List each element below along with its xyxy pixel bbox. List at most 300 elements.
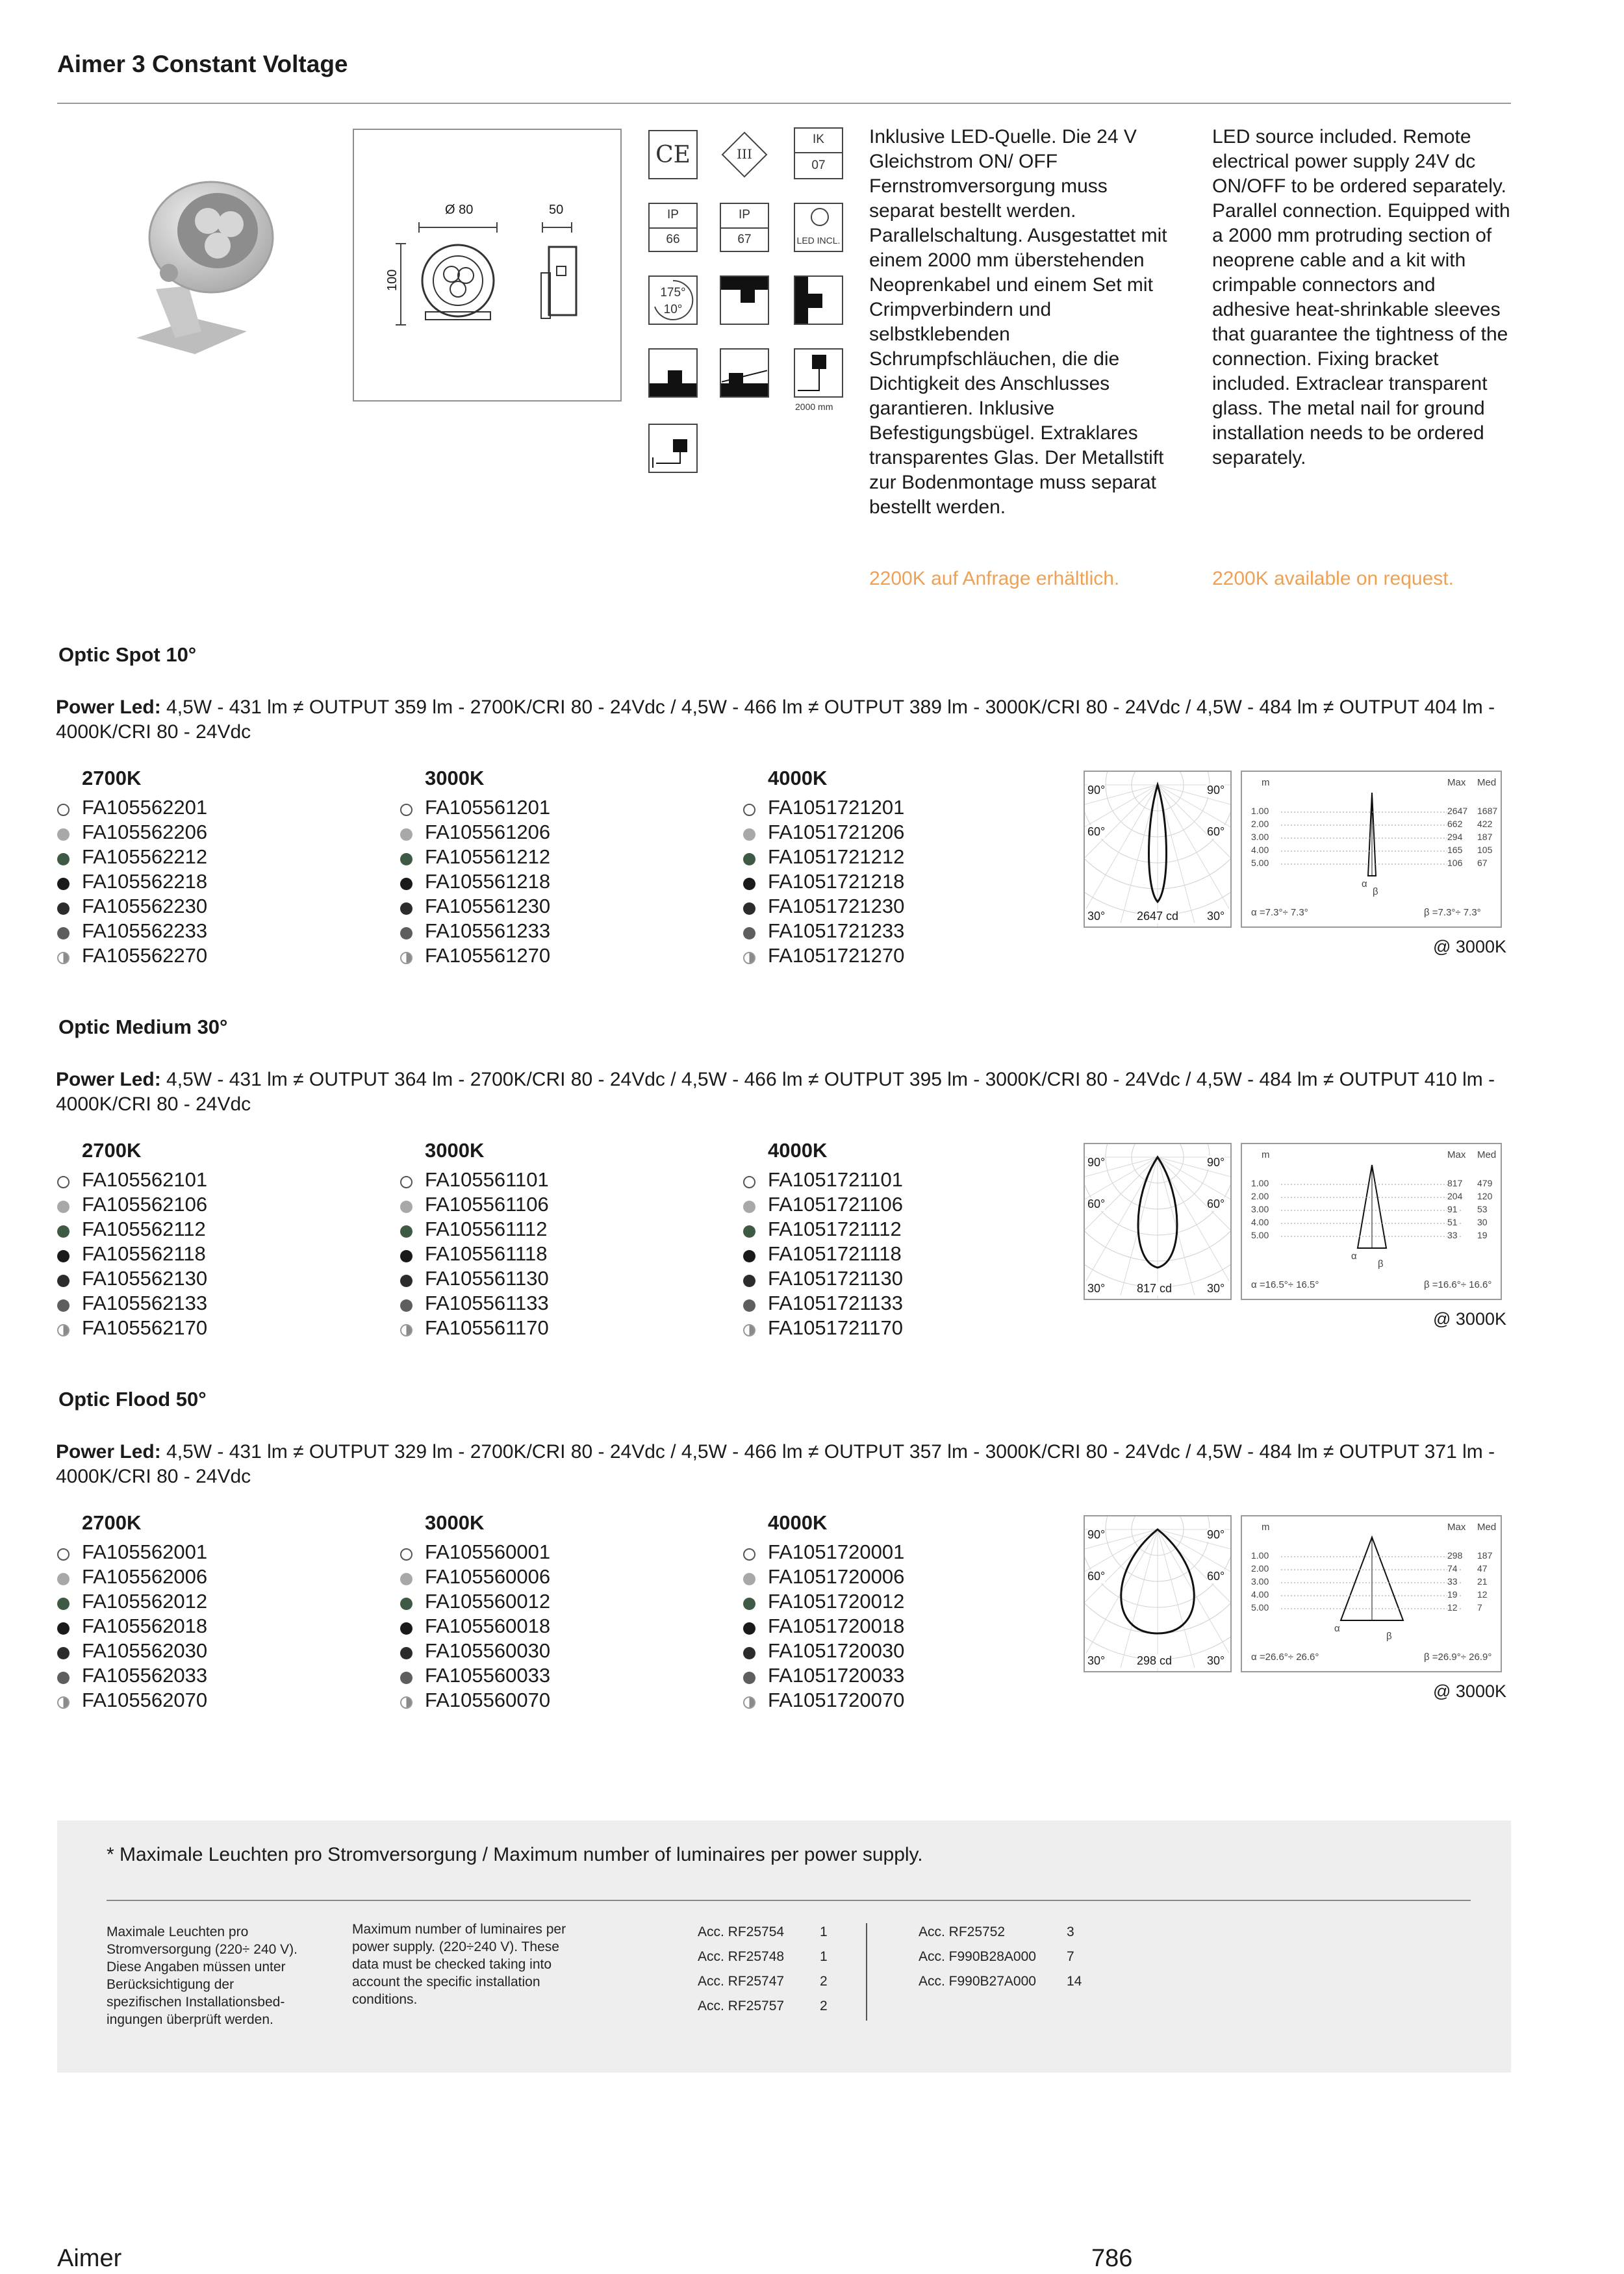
product-code [57, 845, 207, 869]
product-code [57, 1663, 207, 1688]
product-code [400, 1688, 550, 1713]
cone-value-med: 12 [1477, 1589, 1488, 1600]
polar-label-cd: 817 cd [1137, 1282, 1173, 1295]
finish-color-swatch [743, 804, 755, 816]
finish-color-swatch [400, 1225, 412, 1238]
power-led-label: Power Led: [56, 1441, 161, 1463]
accessory-max-count: 3 [1067, 1924, 1074, 1939]
polar-label-a90l: 90° [1087, 1156, 1106, 1169]
product-code-text: FA105562133 [82, 1292, 208, 1314]
finish-color-swatch [400, 1573, 412, 1585]
section-title: Optic Flood 50° [58, 1388, 207, 1411]
product-code [57, 1316, 207, 1340]
product-code [57, 1266, 207, 1291]
product-code [743, 894, 904, 919]
product-code [57, 1639, 207, 1663]
cone-value-max: 298 [1447, 1550, 1463, 1561]
finish-color-swatch [400, 1201, 412, 1213]
product-code-text: FA1051721101 [768, 1168, 904, 1191]
polar-label-a60l: 60° [1087, 1197, 1106, 1210]
cone-label-alpha_range: α =26.6°÷ 26.6° [1251, 1652, 1319, 1663]
product-code [400, 1217, 549, 1242]
cone-value-d: 2.00 [1251, 1191, 1269, 1201]
product-code-text: FA105562070 [82, 1689, 208, 1711]
cct-column-head: 3000K [425, 1139, 485, 1162]
product-code-text: FA105561101 [425, 1168, 549, 1191]
finish-color-swatch [57, 1201, 70, 1213]
finish-color-swatch [400, 804, 412, 816]
product-code [57, 943, 207, 968]
finish-color-swatch [57, 1225, 70, 1238]
polar-label-a30r: 30° [1207, 910, 1225, 923]
cone-label-max: Max [1447, 1522, 1466, 1533]
product-code-text: FA1051721206 [768, 821, 905, 843]
polar-diagram [1084, 771, 1232, 928]
product-code-text: FA105562270 [82, 944, 208, 967]
section-title: Optic Spot 10° [58, 643, 197, 666]
cone-value-d: 4.00 [1251, 845, 1269, 855]
footer-brand: Aimer [57, 2245, 122, 2272]
finish-color-swatch [400, 1324, 412, 1336]
product-code [400, 1291, 549, 1316]
accessory-code: Acc. RF25757 [698, 1999, 785, 2013]
accessory-max-count: 2 [820, 1999, 828, 2013]
finish-color-swatch [400, 902, 412, 915]
installation-wall-icon [794, 275, 843, 325]
finish-color-swatch [743, 853, 755, 865]
product-code-text: FA105562101 [82, 1168, 208, 1191]
cone-value-max: 2647 [1447, 806, 1468, 816]
polar-label-a30l: 30° [1087, 910, 1106, 923]
ce-icon: CE [648, 130, 698, 179]
finish-color-swatch [743, 1598, 755, 1610]
finish-color-swatch [400, 853, 412, 865]
description-de: Inklusive LED-Quelle. Die 24 V Gleichstrom ON/ OFF Fernstromversorgung muss separat bestellt werden. Parallelschaltung. Ausgestattet mit einem 2000 mm überstehenden Neoprenkabel und einem Set mit Crimpverbindern und selbstklebenden Schrumpfschläuchen, die die Dichtigkeit des Anschlusses garantieren. Inklusive Befestigungsbügel. Extraklares transparentes Glas. Der Metallstift zur Bodenmontage muss separat bestellt werden. [869, 126, 1167, 518]
cone-value-d: 1.00 [1251, 1178, 1269, 1188]
product-code [57, 1565, 207, 1589]
polar-label-a60r: 60° [1207, 825, 1225, 838]
product-code-text: FA105562118 [82, 1242, 206, 1265]
cone-value-max: 74 [1447, 1563, 1458, 1574]
power-led-spec [56, 695, 1511, 745]
availability-en: 2200K available on request. [1212, 568, 1454, 589]
finish-color-swatch [743, 1250, 755, 1262]
finish-color-swatch [400, 1548, 412, 1561]
product-code [743, 1663, 904, 1688]
cone-label-beta: β [1386, 1631, 1392, 1642]
product-code-text: FA105561106 [425, 1193, 549, 1216]
installation-spike-icon [648, 424, 698, 473]
polar-label-a30r: 30° [1207, 1654, 1225, 1667]
finish-color-swatch [400, 1696, 412, 1709]
finish-color-swatch [743, 952, 755, 964]
led-included-icon: LED INCL. [794, 203, 843, 252]
finish-color-swatch [57, 1324, 70, 1336]
product-code [400, 1168, 549, 1192]
installation-ground-icon [720, 348, 769, 398]
power-led-text: 4,5W - 431 lm ≠ OUTPUT 364 lm - 2700K/CRI 80 - 24Vdc / 4,5W - 466 lm ≠ OUTPUT 395 lm - 3000K/CRI 80 - 24Vdc / 4,5W - 484 lm ≠ OUTPUT 410 lm - 4000K/CRI 80 - 24Vdc [56, 1069, 1495, 1115]
product-code-text: FA105562106 [82, 1193, 208, 1216]
finish-color-swatch [400, 828, 412, 841]
finish-color-swatch [57, 1250, 70, 1262]
ik-rating-icon: IK 07 [794, 127, 843, 179]
accessory-max-count: 14 [1067, 1974, 1082, 1989]
finish-color-swatch [400, 1598, 412, 1610]
product-code-text: FA105561170 [425, 1316, 549, 1339]
accessory-max-count: 2 [820, 1974, 828, 1989]
cone-value-d: 4.00 [1251, 1589, 1269, 1600]
product-code-text: FA105562230 [82, 895, 208, 917]
section-title: Optic Medium 30° [58, 1016, 228, 1038]
power-supply-rule [107, 1900, 1471, 1901]
finish-color-swatch [57, 1647, 70, 1659]
product-code-text: FA105560030 [425, 1639, 551, 1662]
polar-label-cd: 2647 cd [1137, 910, 1179, 923]
cone-value-max: 817 [1447, 1178, 1463, 1188]
product-code [400, 869, 550, 894]
finish-color-swatch [57, 1672, 70, 1684]
product-code-text: FA1051720006 [768, 1565, 905, 1588]
finish-color-swatch [57, 1548, 70, 1561]
product-code-text: FA105561118 [425, 1242, 548, 1265]
cone-value-med: 187 [1477, 1550, 1493, 1561]
finish-color-swatch [400, 1647, 412, 1659]
product-code [743, 1589, 904, 1614]
class-iii-icon: III [720, 130, 769, 179]
product-code-text: FA1051720018 [768, 1615, 905, 1637]
product-code-text: FA1051721212 [768, 845, 905, 868]
polar-label-a90l: 90° [1087, 1528, 1106, 1541]
product-code-text: FA105562233 [82, 919, 208, 942]
product-code-text: FA105562030 [82, 1639, 208, 1662]
finish-color-swatch [400, 1299, 412, 1312]
finish-color-swatch [57, 927, 70, 939]
product-code-text: FA105562170 [82, 1316, 208, 1339]
product-code [743, 1217, 903, 1242]
finish-color-swatch [57, 804, 70, 816]
polar-label-a90r: 90° [1207, 1156, 1225, 1169]
product-code-text: FA1051721106 [768, 1193, 904, 1216]
cone-label-m: m [1262, 1522, 1270, 1533]
product-code-text: FA105562033 [82, 1664, 208, 1687]
cone-value-max: 106 [1447, 858, 1463, 868]
product-code-text: FA105562218 [82, 870, 208, 893]
product-code-text: FA105561206 [425, 821, 551, 843]
cone-value-d: 3.00 [1251, 1576, 1269, 1587]
cone-value-max: 33 [1447, 1576, 1458, 1587]
accessory-max-count: 1 [820, 1924, 828, 1939]
product-code [57, 1614, 207, 1639]
cone-label-beta_range: β =16.6°÷ 16.6° [1424, 1279, 1492, 1290]
finish-color-swatch [743, 878, 755, 890]
cone-value-max: 51 [1447, 1217, 1458, 1227]
product-code [743, 1192, 903, 1217]
product-code [57, 795, 207, 820]
availability-de: 2200K auf Anfrage erhältlich. [869, 568, 1120, 589]
product-code-text: FA105561112 [425, 1218, 548, 1240]
finish-color-swatch [400, 1275, 412, 1287]
cone-value-med: 187 [1477, 832, 1493, 842]
cone-value-max: 19 [1447, 1589, 1458, 1600]
accessory-code: Acc. F990B28A000 [919, 1949, 1036, 1964]
accessory-code: Acc. F990B27A000 [919, 1974, 1036, 1989]
product-code [400, 894, 550, 919]
cone-value-med: 7 [1477, 1602, 1482, 1613]
finish-color-swatch [400, 878, 412, 890]
finish-color-swatch [57, 878, 70, 890]
finish-color-swatch [743, 1275, 755, 1287]
product-code-text: FA105560006 [425, 1565, 551, 1588]
cone-label-alpha_range: α =16.5°÷ 16.5° [1251, 1279, 1319, 1290]
product-code [57, 1540, 207, 1565]
cone-label-m: m [1262, 777, 1270, 788]
product-code [743, 845, 904, 869]
product-code-text: FA105561218 [425, 870, 551, 893]
finish-color-swatch [743, 1201, 755, 1213]
cone-value-d: 5.00 [1251, 1602, 1269, 1613]
finish-color-swatch [57, 1275, 70, 1287]
product-code [743, 1168, 903, 1192]
cable-length-label: 2000 mm [795, 402, 833, 412]
product-code-text: FA1051720001 [768, 1540, 905, 1563]
power-supply-note-de: Maximale Leuchten pro Stromversorgung (220÷ 240 V). Diese Angaben müssen unter Berücksichtigung der spezifischen Installationsbed-ingungen überprüft werden. [107, 1924, 298, 2027]
product-code-text: FA105562112 [82, 1218, 206, 1240]
product-code-text: FA105562012 [82, 1590, 208, 1613]
finish-color-swatch [743, 1696, 755, 1709]
product-code-text: FA1051720070 [768, 1689, 905, 1711]
cone-label-med: Med [1477, 1149, 1497, 1160]
product-code-text: FA1051721230 [768, 895, 905, 917]
cone-value-med: 21 [1477, 1576, 1488, 1587]
cone-value-med: 19 [1477, 1230, 1488, 1240]
cone-value-d: 5.00 [1251, 858, 1269, 868]
page-title: Aimer 3 Constant Voltage [57, 51, 348, 77]
polar-label-a60l: 60° [1087, 1570, 1106, 1583]
product-code-text: FA105560033 [425, 1664, 551, 1687]
cone-value-med: 479 [1477, 1178, 1493, 1188]
polar-label-a90r: 90° [1207, 1528, 1225, 1541]
cone-value-d: 2.00 [1251, 819, 1269, 829]
depth-label: 50 [549, 203, 564, 217]
cone-value-med: 30 [1477, 1217, 1488, 1227]
finish-color-swatch [57, 1696, 70, 1709]
product-code-text: FA105561230 [425, 895, 551, 917]
product-code [400, 845, 550, 869]
product-code [743, 1316, 903, 1340]
cone-label-alpha_range: α =7.3°÷ 7.3° [1251, 907, 1308, 918]
installation-ceiling-icon [720, 275, 769, 325]
product-code [743, 820, 904, 845]
accessory-code: Acc. RF25748 [698, 1949, 785, 1964]
finish-color-swatch [743, 927, 755, 939]
height-label: 100 [385, 269, 400, 291]
cone-label-beta: β [1378, 1258, 1384, 1270]
product-code [400, 1663, 550, 1688]
accessory-divider [866, 1923, 867, 2021]
product-code [400, 820, 550, 845]
product-code-text: FA105560012 [425, 1590, 551, 1613]
finish-color-swatch [743, 902, 755, 915]
cone-value-d: 5.00 [1251, 1230, 1269, 1240]
cone-value-med: 120 [1477, 1191, 1493, 1201]
finish-color-swatch [57, 902, 70, 915]
accessory-max-count: 1 [820, 1949, 828, 1964]
accessory-max-count: 7 [1067, 1949, 1074, 1964]
cone-value-med: 105 [1477, 845, 1493, 855]
cct-column-head: 4000K [768, 1511, 828, 1534]
finish-color-swatch [743, 1548, 755, 1561]
cone-value-max: 294 [1447, 832, 1463, 842]
dimension-drawing [353, 129, 622, 402]
product-code [57, 1242, 207, 1266]
product-code [57, 869, 207, 894]
product-code-text: FA105560070 [425, 1689, 551, 1711]
finish-color-swatch [400, 1176, 412, 1188]
cone-value-max: 91 [1447, 1204, 1458, 1214]
cone-diagram [1241, 1143, 1502, 1300]
code-list [743, 795, 904, 968]
finish-color-swatch [400, 952, 412, 964]
tilt-angle-icon: 175° 10° [648, 275, 698, 325]
polar-diagram [1084, 1515, 1232, 1672]
product-code-text: FA105561130 [425, 1267, 549, 1290]
cone-label-med: Med [1477, 1522, 1497, 1533]
product-code-text: FA105562206 [82, 821, 208, 843]
code-list [57, 1540, 207, 1713]
reference-cct-label: @ 3000K [1433, 1681, 1506, 1701]
cone-value-d: 2.00 [1251, 1563, 1269, 1574]
finish-color-swatch [57, 1176, 70, 1188]
product-code [57, 1192, 207, 1217]
cone-label-alpha: α [1362, 878, 1367, 889]
cone-label-med: Med [1477, 777, 1497, 788]
cable-length-icon [794, 348, 843, 398]
cone-label-alpha: α [1334, 1623, 1340, 1634]
cone-value-d: 4.00 [1251, 1217, 1269, 1227]
finish-color-swatch [743, 828, 755, 841]
product-code-text: FA105561270 [425, 944, 551, 967]
product-code-text: FA1051720012 [768, 1590, 905, 1613]
power-led-label: Power Led: [56, 696, 161, 718]
product-code [400, 919, 550, 943]
product-code [743, 1614, 904, 1639]
cct-column-head: 2700K [82, 767, 142, 789]
product-code-text: FA1051721133 [768, 1292, 904, 1314]
cct-column-head: 3000K [425, 1511, 485, 1534]
finish-color-swatch [57, 828, 70, 841]
product-code-text: FA1051721201 [768, 796, 905, 819]
code-list [57, 1168, 207, 1340]
cone-diagram [1241, 1515, 1502, 1672]
accessory-code: Acc. RF25752 [919, 1924, 1006, 1939]
finish-color-swatch [400, 1622, 412, 1635]
product-code [743, 795, 904, 820]
polar-label-a90l: 90° [1087, 784, 1106, 797]
accessory-code: Acc. RF25754 [698, 1924, 785, 1939]
product-code [743, 1242, 903, 1266]
description-en: LED source included. Remote electrical power supply 24V dc ON/OFF to be ordered separately. Parallel connection. Equipped with a 2000 mm protruding section of neoprene cable and a kit with crimpable connectors and adhesive heat-shrinkable sleeves that guarantee the tightness of the connection. Fixing bracket included. Extraclear transparent glass. The metal nail for ground installation needs to be ordered separately. [1212, 126, 1510, 468]
ip66-icon: IP 66 [648, 203, 698, 252]
product-code-text: FA105562212 [82, 845, 208, 868]
product-code-text: FA105561233 [425, 919, 551, 942]
product-code-text: FA105562006 [82, 1565, 208, 1588]
cone-diagram [1241, 771, 1502, 928]
finish-color-swatch [400, 1672, 412, 1684]
product-photo [97, 175, 312, 364]
product-code [57, 894, 207, 919]
polar-label-a60l: 60° [1087, 825, 1106, 838]
diameter-label: Ø 80 [445, 203, 474, 217]
product-code-text: FA1051721112 [768, 1218, 902, 1240]
polar-label-a60r: 60° [1207, 1197, 1225, 1210]
product-code [400, 1192, 549, 1217]
polar-label-a60r: 60° [1207, 1570, 1225, 1583]
code-list [400, 795, 550, 968]
cone-label-beta_range: β =26.9°÷ 26.9° [1424, 1652, 1492, 1663]
accessory-code: Acc. RF25747 [698, 1974, 785, 1989]
product-code-text: FA105562018 [82, 1615, 208, 1637]
cone-value-d: 1.00 [1251, 1550, 1269, 1561]
cone-label-max: Max [1447, 1149, 1466, 1160]
power-led-label: Power Led: [56, 1069, 161, 1090]
finish-color-swatch [743, 1672, 755, 1684]
product-code [743, 1688, 904, 1713]
cct-column-head: 4000K [768, 1139, 828, 1162]
polar-label-a90r: 90° [1207, 784, 1225, 797]
product-code [400, 1565, 550, 1589]
reference-cct-label: @ 3000K [1433, 937, 1506, 956]
product-code [743, 1639, 904, 1663]
finish-color-swatch [57, 853, 70, 865]
finish-color-swatch [743, 1225, 755, 1238]
polar-label-cd: 298 cd [1137, 1654, 1173, 1667]
product-code [57, 919, 207, 943]
product-code [400, 1266, 549, 1291]
product-code [57, 1688, 207, 1713]
cone-value-med: 422 [1477, 819, 1493, 829]
product-code [57, 1291, 207, 1316]
finish-color-swatch [57, 1622, 70, 1635]
product-code-text: FA1051721118 [768, 1242, 902, 1265]
product-code [743, 919, 904, 943]
cone-value-med: 67 [1477, 858, 1488, 868]
polar-label-a30l: 30° [1087, 1654, 1106, 1667]
product-code-text: FA105562001 [82, 1540, 208, 1563]
product-code [57, 1168, 207, 1192]
code-list [400, 1168, 549, 1340]
product-code-text: FA105562201 [82, 796, 208, 819]
product-code [400, 1589, 550, 1614]
product-code-text: FA1051721130 [768, 1267, 904, 1290]
product-code [743, 1266, 903, 1291]
page-number: 786 [1091, 2245, 1133, 2272]
cone-value-d: 3.00 [1251, 1204, 1269, 1214]
code-list [400, 1540, 550, 1713]
finish-color-swatch [743, 1176, 755, 1188]
finish-color-swatch [743, 1622, 755, 1635]
product-code [400, 943, 550, 968]
cone-value-d: 3.00 [1251, 832, 1269, 842]
product-code [400, 795, 550, 820]
finish-color-swatch [743, 1647, 755, 1659]
cone-value-max: 662 [1447, 819, 1463, 829]
finish-color-swatch [743, 1299, 755, 1312]
product-code-text: FA105561201 [425, 796, 551, 819]
finish-color-swatch [57, 1299, 70, 1312]
product-code-text: FA1051721170 [768, 1316, 904, 1339]
cct-column-head: 3000K [425, 767, 485, 789]
power-led-text: 4,5W - 431 lm ≠ OUTPUT 329 lm - 2700K/CRI 80 - 24Vdc / 4,5W - 466 lm ≠ OUTPUT 357 lm - 3000K/CRI 80 - 24Vdc / 4,5W - 484 lm ≠ OUTPUT 371 lm - 4000K/CRI 80 - 24Vdc [56, 1441, 1495, 1487]
